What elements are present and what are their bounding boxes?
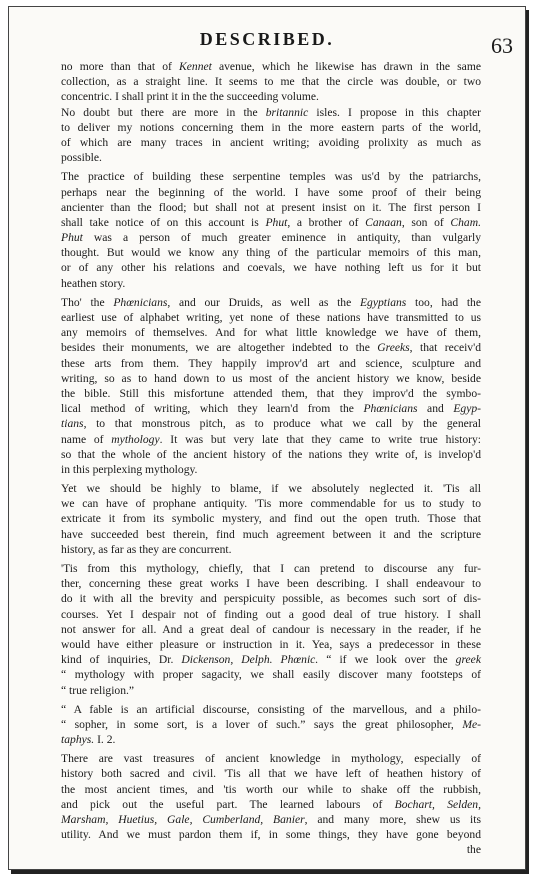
text-span: and pick out the useful part. The learned labours of xyxy=(61,797,395,811)
text-span: “ sopher, in some sort, is a lover of such.” says the great philosopher, xyxy=(61,717,463,731)
text-span: ancienter than the flood; but shall not at present insist on it. The first person I xyxy=(61,200,481,214)
text-span: courses. Yet I despair not of finding out a good deal of true history. I shall xyxy=(61,607,481,621)
text-line xyxy=(61,637,481,652)
text-line xyxy=(61,607,481,622)
italic-text: Bochart, Selden, xyxy=(394,797,482,811)
text-span: would have either pleasure or instruction in it. Yea, says a predecessor in these xyxy=(61,637,481,651)
text-span: any memoirs of themselves. And for what little knowledge we have of them, xyxy=(61,326,481,340)
text-span: to deliver my notions concerning them in the more eastern parts of the world, xyxy=(61,120,481,134)
text-span: The practice of building these serpentine temples was us'd by the patriarchs, xyxy=(61,170,481,184)
text-line xyxy=(61,667,481,682)
text-span: There are vast treasures of ancient knowledge in mythology, especially of xyxy=(61,752,481,766)
text-line xyxy=(61,230,481,245)
book-page xyxy=(8,6,526,870)
text-span: “ mythology with proper sagacity, we shall easily discover many footsteps of xyxy=(61,668,481,682)
text-line xyxy=(61,496,481,511)
italic-text: britannic xyxy=(265,105,309,119)
text-line xyxy=(61,150,481,165)
text-span: so that the whole of the ancient history of the nations they write of, is invelop'd xyxy=(61,447,481,461)
text-line xyxy=(61,527,481,542)
text-line xyxy=(61,245,481,260)
text-span: , that receiv'd xyxy=(409,341,481,355)
running-title: DESCRIBED. xyxy=(199,29,335,49)
text-line xyxy=(61,842,481,857)
text-span: concentric. I shall print it in the the succeeding volume. xyxy=(61,90,319,104)
text-span: shall take notice of on this account is xyxy=(61,215,266,229)
text-line xyxy=(61,542,481,557)
text-span: have succeeded best therein, find much agreement between it and the scripture xyxy=(61,527,481,541)
text-line xyxy=(61,295,481,310)
text-line xyxy=(61,652,481,667)
text-line xyxy=(61,797,481,812)
text-line xyxy=(61,185,481,200)
text-line xyxy=(61,812,481,827)
text-line xyxy=(61,622,481,637)
italic-text: taphys. xyxy=(61,733,95,747)
text-span: utility. And we must pardon them if, in some things, they have gone beyond xyxy=(61,828,481,842)
text-line xyxy=(61,717,481,732)
italic-text: Phœnicians xyxy=(113,295,168,309)
text-line xyxy=(61,462,481,477)
text-span: , and many more, shew us its xyxy=(304,813,481,826)
text-line xyxy=(61,310,481,325)
text-line xyxy=(61,276,481,291)
text-line xyxy=(61,576,481,591)
text-span: we can have of prophane antiquity. 'Tis more commendable for us to study to xyxy=(61,497,481,511)
text-line xyxy=(61,169,481,184)
text-line xyxy=(61,401,481,416)
text-span: lical method of writing, which they learn'd from the xyxy=(61,402,364,416)
text-span: was a person of much greater eminence in antiquity, than vulgarly xyxy=(82,231,481,245)
text-line xyxy=(61,732,481,747)
text-line xyxy=(61,386,481,401)
text-span: collection, as a straight line. It seems to me that the circle was double, or two xyxy=(61,75,481,89)
italic-text: Greeks xyxy=(377,341,410,355)
text-span: . It was but very late that they came to write true history: xyxy=(159,432,481,446)
text-line xyxy=(61,200,481,215)
italic-text: Marsham, Huetius, Gale, Cumberland, Banier xyxy=(61,813,305,826)
text-span: I. 2. xyxy=(94,733,116,747)
text-span: , a brother of xyxy=(287,215,366,229)
text-span: thought. But would we know any thing of the particular memoirs of this man, xyxy=(61,246,481,260)
text-span: Yet we should be highly to blame, if we absolutely neglected it. 'Tis all xyxy=(61,482,481,496)
text-span: isles. I propose in this chapter xyxy=(308,105,481,119)
text-span: no more than that of xyxy=(61,60,180,73)
text-line xyxy=(61,702,481,717)
text-span: kind of inquiries, Dr. xyxy=(61,653,182,667)
text-line xyxy=(61,683,481,698)
text-span: Tho' the xyxy=(61,295,114,309)
text-line xyxy=(61,120,481,135)
text-line xyxy=(61,416,481,431)
text-span: the most ancient times, and 'tis worth our while to shake off the rubbish, xyxy=(61,782,481,796)
text-line xyxy=(61,782,481,797)
italic-text: Dickenson, Delph. Phœnic. xyxy=(181,653,319,667)
body-text xyxy=(61,59,481,858)
italic-text: tians xyxy=(61,417,84,431)
page-number: 63 xyxy=(491,33,513,58)
text-line xyxy=(61,766,481,781)
text-line xyxy=(61,591,481,606)
italic-text: mythology xyxy=(111,432,160,446)
text-line xyxy=(61,74,481,89)
text-span: “ true religion.” xyxy=(61,683,135,697)
italic-text: Phut xyxy=(265,215,288,229)
text-span: the xyxy=(466,843,481,857)
text-span: the bible. Still this misfortune attended them, that they improv'd the symbo- xyxy=(61,386,481,400)
italic-text: Kennet xyxy=(179,60,212,73)
text-line xyxy=(61,827,481,842)
italic-text: Cham. xyxy=(450,215,482,229)
text-line xyxy=(61,215,481,230)
text-span: and xyxy=(417,402,454,416)
text-span: heathen story. xyxy=(61,276,126,290)
text-span: history both sacred and civil. 'Tis all that we have left of heathen history of xyxy=(61,767,481,781)
text-span: perhaps near the beginning of the world. I have some proof of their being xyxy=(61,185,481,199)
text-span: extricate it from its symbolic mystery, and find out the open truth. Those that xyxy=(61,512,481,526)
text-span: name of xyxy=(61,432,112,446)
text-line xyxy=(61,89,481,104)
text-line xyxy=(61,340,481,355)
text-span: , son of xyxy=(401,215,451,229)
italic-text: Egyptians xyxy=(359,295,407,309)
text-span: avenue, which he likewise has drawn in the same xyxy=(211,60,481,73)
text-span: No doubt but there are more in the xyxy=(61,105,266,119)
text-line xyxy=(61,447,481,462)
text-span: “ if we look over the xyxy=(318,653,456,667)
text-span: not answer for all. And a great deal of candour is necessary in the reader, if he xyxy=(61,622,481,636)
text-span: , to that monstrous pitch, as to produce what we call by the general xyxy=(83,417,481,431)
text-line xyxy=(61,260,481,275)
text-span: , and our Druids, as well as the xyxy=(167,295,360,309)
text-line xyxy=(61,751,481,766)
text-span: ther, concerning these great works I have been describing. I shall endeavour to xyxy=(61,577,481,591)
text-line xyxy=(61,59,481,74)
italic-text: Canaan xyxy=(365,215,402,229)
text-span: possible. xyxy=(61,151,102,165)
text-span: writing, so as to hand down to us most of the ancient history we know, beside xyxy=(61,371,481,385)
text-line xyxy=(61,432,481,447)
italic-text: Phœnicians xyxy=(363,402,418,416)
text-span: or of any other his relations and coevals, we have nothing left us for it but xyxy=(61,261,481,275)
text-line xyxy=(61,356,481,371)
text-span: “ A fable is an artificial discourse, consisting of the marvellous, and a philo- xyxy=(61,702,481,716)
text-line xyxy=(61,511,481,526)
text-line xyxy=(61,561,481,576)
text-span: history, as far as they are concurrent. xyxy=(61,542,232,556)
italic-text: Me- xyxy=(462,717,481,731)
text-line xyxy=(61,135,481,150)
text-line xyxy=(61,325,481,340)
italic-text: Phut xyxy=(61,231,83,245)
text-span: these arts from them. They happily improv'd art and science, sculpture and xyxy=(61,356,481,370)
text-span: too, had the xyxy=(406,295,481,309)
text-span: in this perplexing mythology. xyxy=(61,462,198,476)
text-span: of which are many traces in ancient writing; avoiding prolixity as much as xyxy=(61,135,481,149)
text-line xyxy=(61,105,481,120)
text-line xyxy=(61,371,481,386)
text-span: earliest use of alphabet writing, yet none of these nations have transmitted to us xyxy=(61,311,481,324)
text-span: besides their monuments, we are altogether indebted to the xyxy=(61,341,378,355)
text-line xyxy=(61,481,481,496)
italic-text: Egyp- xyxy=(453,402,481,416)
text-span: 'Tis from this mythology, chiefly, that I can pretend to discourse any fur- xyxy=(61,562,481,575)
text-span: do it with all the brevity and perspicuity possible, as becomes such sort of dis- xyxy=(61,592,481,606)
italic-text: greek xyxy=(455,653,481,667)
